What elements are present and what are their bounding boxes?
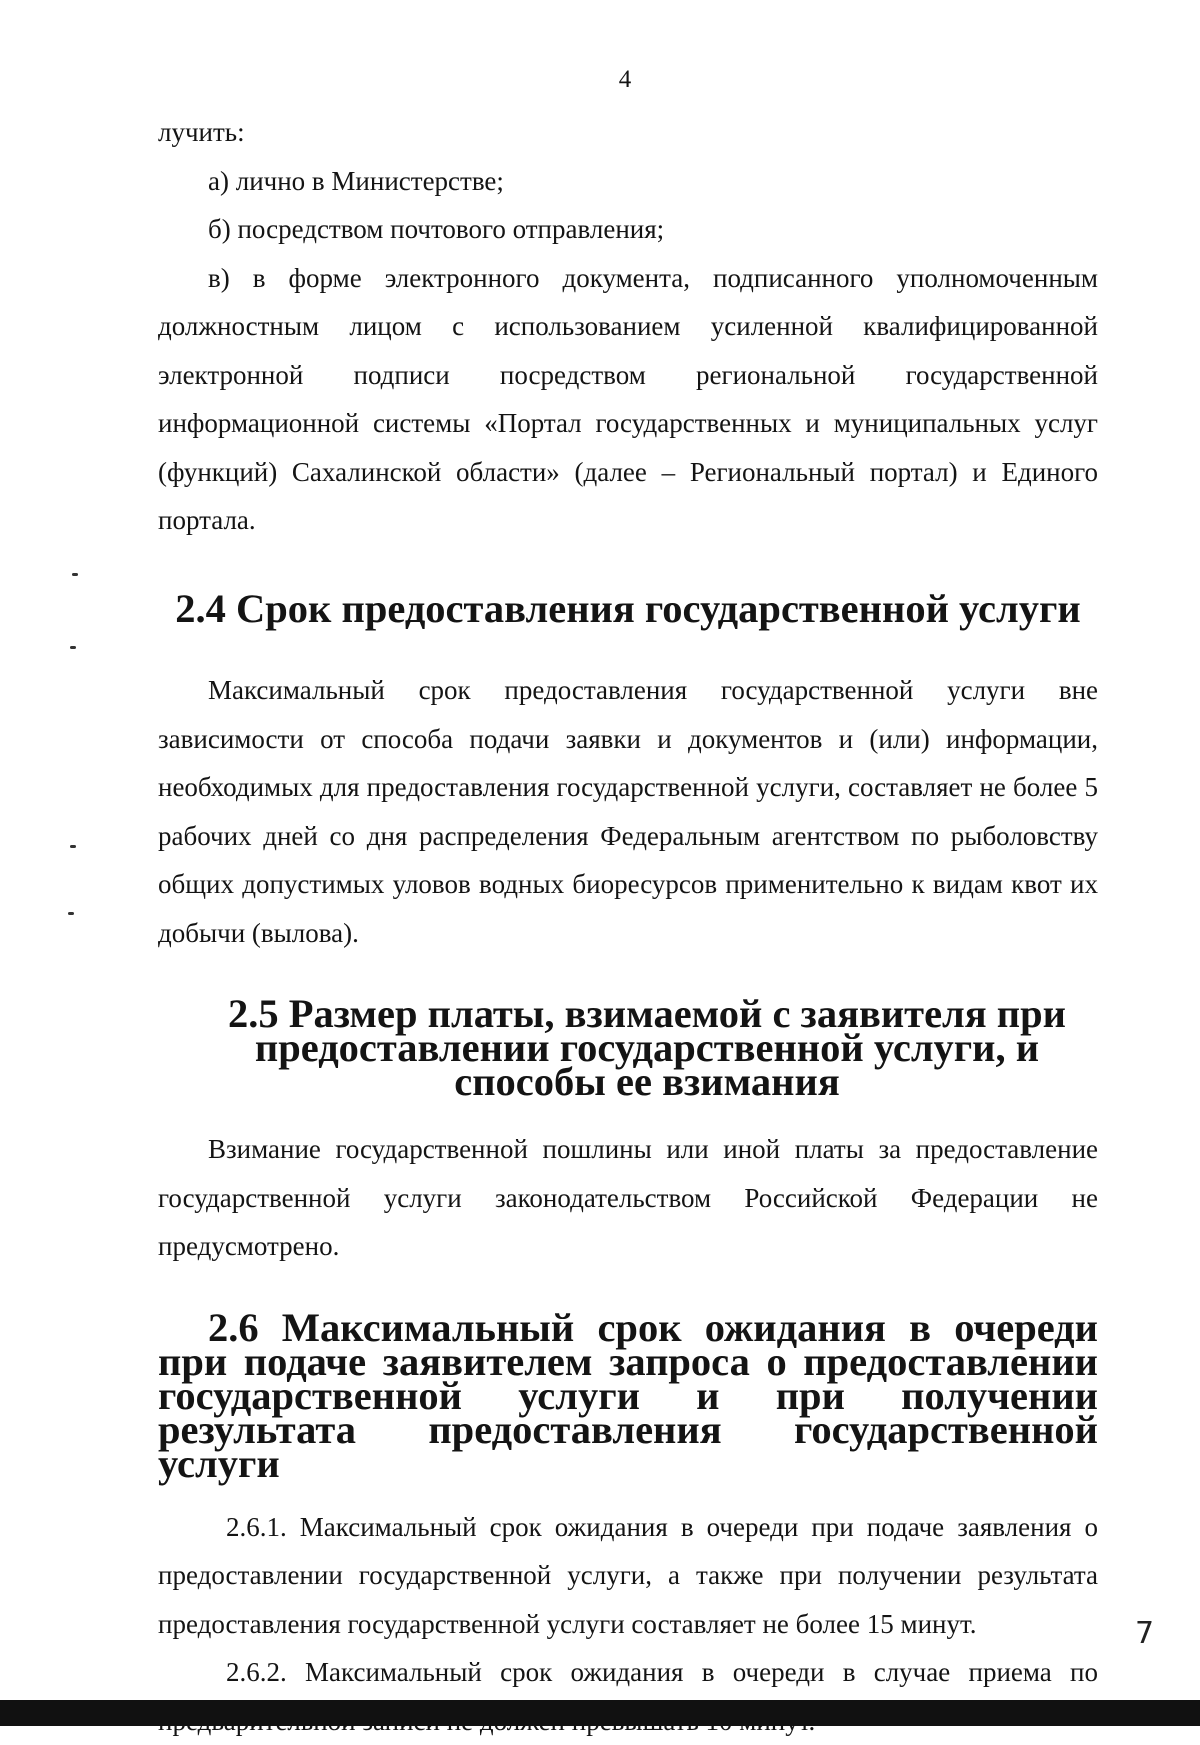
document-body bbox=[158, 108, 1098, 1745]
scan-speck bbox=[68, 912, 74, 915]
paragraph-service-term: Максимальный срок предоставления государственной услуги вне зависимости от способа подачи заявки и документов и (или) информации, необходимых для предоставления государственной услуги, составляет не более 5 рабочих дней со дня распределения Федеральным агентством по рыболовству общих допустимых уловов водных биоресурсов применительно к видам квот их добычи (вылова). bbox=[158, 675, 1098, 948]
list-item-c: в) в форме электронного документа, подписанного уполномоченным должностным лицом с использованием усиленной квалифицированной электронной подписи посредством региональной государственной информационной системы «Портал государственных и муниципальных услуг (функций) Сахалинской области» (далее – Региональный портал) и Единого портала. bbox=[158, 262, 1098, 535]
paragraph-2-6-2: 2.6.2. Максимальный срок ожидания в очереди в случае приема по bbox=[226, 1657, 1098, 1687]
paragraph-service-fee: Взимание государственной пошлины или иной платы за предоставление государственной услуги законодательством Российской Федерации не предусмотрено. bbox=[158, 1134, 1098, 1261]
section-heading-2-5: 2.5 Размер платы, взимаемой с заявителя при предоставлении государственной услуги, и способы ее взимания bbox=[227, 991, 1067, 1104]
scan-bottom-border bbox=[0, 1700, 1200, 1726]
list-item-a: а) лично в Министерстве; bbox=[208, 165, 504, 196]
section-heading-2-6: 2.6 Максимальный срок ожидания в очереди при подаче заявителем запроса о предоставлении государственной услуги и при получении результата предоставления государственной услуги bbox=[158, 1304, 1098, 1486]
page-number: 4 bbox=[618, 66, 632, 93]
list-item-b: б) посредством почтового отправления; bbox=[208, 214, 665, 244]
handwritten-sheet-number: 7 bbox=[1135, 1616, 1155, 1651]
scan-speck bbox=[72, 573, 78, 576]
paragraph-2-6-1: 2.6.1. Максимальный срок ожидания в очереди при подаче заявления о предоставлении государственной услуги, а также при получении результата предоставления государственной услуги составляет не более 15 минут. bbox=[158, 1511, 1098, 1639]
scan-speck bbox=[70, 845, 76, 848]
paragraph-continuation: лучить: bbox=[158, 117, 245, 147]
section-heading-2-4: 2.4 Срок предоставления государственной услуги bbox=[175, 585, 1081, 631]
scan-speck bbox=[70, 646, 76, 649]
